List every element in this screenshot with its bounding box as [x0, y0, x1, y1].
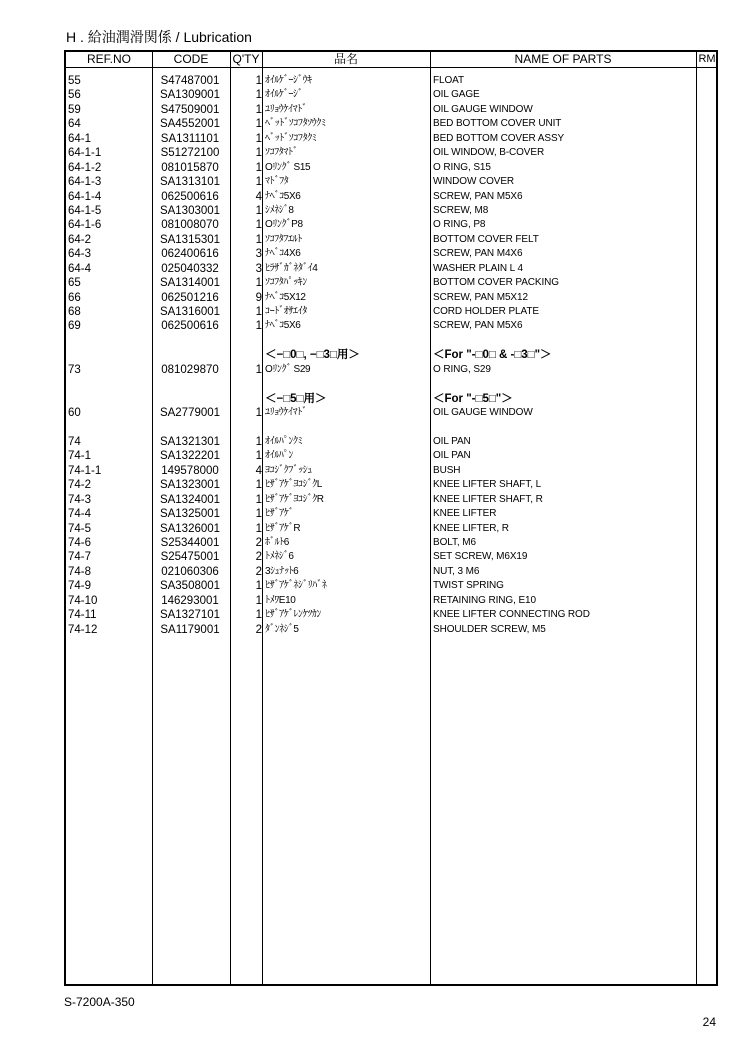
table-row	[66, 146, 716, 160]
code-cell: 021060306	[161, 565, 219, 578]
part-name-cell: KNEE LIFTER, R	[433, 522, 509, 534]
part-name-cell: RETAINING RING, E10	[433, 594, 536, 606]
code-cell: 062501216	[161, 291, 219, 304]
part-name-cell: OIL GAGE	[433, 89, 480, 101]
ref-no-cell	[68, 334, 152, 348]
code-cell: SA1325001	[159, 508, 221, 521]
part-name-cell: WINDOW COVER	[433, 176, 515, 188]
part-name-cell: BOTTOM COVER FELT	[433, 233, 539, 245]
table-row	[66, 218, 716, 232]
ref-no-cell: 73	[68, 363, 81, 376]
qty-cell	[230, 392, 262, 406]
page-title: H . 給油潤滑関係 / Lubrication	[66, 29, 252, 45]
ref-no-cell: 74-12	[68, 623, 98, 636]
qty-cell: 1	[255, 118, 262, 131]
table-row	[66, 449, 716, 463]
table-row	[66, 377, 716, 391]
part-name-cell: O RING, S15	[433, 161, 491, 173]
ref-no-cell	[68, 348, 152, 362]
qty-cell: 1	[255, 204, 262, 217]
ref-no-cell: 74-1	[68, 450, 92, 463]
code-cell: SA1314001	[159, 277, 221, 290]
ref-no-cell: 66	[68, 291, 81, 304]
qty-cell: 2	[255, 565, 262, 578]
qty-cell: 1	[255, 233, 262, 246]
jp-name-cell: ｿｺﾌﾀﾊﾟｯｷﾝ	[265, 277, 307, 289]
part-name-cell: CORD HOLDER PLATE	[433, 306, 539, 317]
jp-name-cell: ﾍﾞｯﾄﾞｿｺﾌﾀｸﾐ	[265, 132, 317, 144]
qty-cell: 1	[255, 508, 262, 521]
table-row	[66, 190, 716, 204]
table-header	[66, 52, 716, 68]
qty-cell: 2	[255, 537, 262, 549]
ref-no-cell: 64-1-1	[68, 147, 102, 160]
ref-no-cell: 65	[68, 277, 81, 290]
jp-name-cell: ｺｰﾄﾞｵｻｴｲﾀ	[265, 306, 307, 317]
table-body	[66, 74, 716, 637]
jp-name-cell: ﾋｻﾞｱｹﾞR	[265, 522, 301, 534]
part-name-cell: SCREW, PAN M5X6	[433, 320, 523, 332]
part-name-cell: KNEE LIFTER SHAFT, L	[433, 479, 542, 491]
code-cell: 062500616	[161, 320, 219, 333]
code-cell: S47487001	[160, 75, 220, 87]
qty-cell	[230, 421, 262, 435]
document-code: S-7200A-350	[64, 995, 135, 1009]
ref-no-cell: 74-9	[68, 580, 92, 593]
qty-cell: 1	[255, 75, 262, 87]
qty-cell: 1	[255, 522, 262, 535]
qty-cell: 1	[255, 435, 262, 448]
jp-name-cell: ﾋｻﾞｱｹﾞﾈｼﾞﾘﾊﾞﾈ	[265, 580, 327, 592]
table-row	[66, 579, 716, 593]
qty-cell: 1	[255, 277, 262, 290]
code-cell: 062400616	[161, 248, 219, 261]
code-cell: S25475001	[160, 551, 220, 564]
part-name-cell: SCREW, PAN M4X6	[433, 248, 523, 260]
jp-name-cell: ﾅﾍﾞｺ5X6	[265, 190, 301, 202]
part-name-cell: SHOULDER SCREW, M5	[433, 623, 546, 635]
code-cell: SA2779001	[159, 407, 221, 420]
table-row	[66, 421, 716, 435]
qty-cell: 1	[255, 147, 262, 160]
table-row	[66, 276, 716, 290]
part-name-cell: SCREW, M8	[433, 204, 489, 216]
qty-cell: 1	[255, 89, 262, 102]
table-row	[66, 291, 716, 305]
ref-no-cell: 74	[68, 435, 81, 448]
part-name-cell: SET SCREW, M6X19	[433, 551, 528, 563]
code-cell	[152, 421, 228, 435]
part-name-cell: OIL WINDOW, B-COVER	[433, 147, 545, 159]
code-cell: SA1322201	[159, 450, 221, 463]
ref-no-cell: 59	[68, 103, 81, 116]
ref-no-cell: 64-3	[68, 248, 92, 261]
part-name-cell: TWIST SPRING	[433, 580, 504, 592]
qty-cell	[230, 348, 262, 362]
jp-name-cell: 3ｼｭﾅｯﾄ6	[265, 565, 299, 577]
jp-name-cell: ﾅﾍﾞｺ5X6	[265, 320, 301, 332]
code-cell: 081008070	[161, 219, 219, 232]
jp-name-cell: ﾎﾞﾙﾄ6	[265, 537, 289, 548]
part-name-cell: KNEE LIFTER SHAFT, R	[433, 493, 543, 505]
jp-name-cell: ﾄﾒﾈｼﾞ6	[265, 551, 294, 563]
qty-cell: 1	[255, 219, 262, 232]
table-row	[66, 247, 716, 261]
table-row	[66, 493, 716, 507]
jp-name-cell: ｿｺﾌﾀﾌｴﾙﾄ	[265, 233, 302, 245]
table-row	[66, 565, 716, 579]
table-row	[66, 536, 716, 550]
header-code: CODE	[173, 52, 209, 66]
code-cell: 146293001	[161, 594, 219, 607]
ref-no-cell: 64	[68, 118, 81, 131]
part-name-cell: BED BOTTOM COVER UNIT	[433, 118, 562, 130]
qty-cell: 3	[255, 248, 262, 261]
table-row	[66, 117, 716, 131]
code-cell: 081029870	[161, 363, 219, 376]
part-name-cell: O RING, S29	[433, 363, 491, 375]
table-row	[66, 319, 716, 333]
ref-no-cell	[68, 421, 152, 435]
code-cell: SA1324001	[159, 493, 221, 506]
ref-no-cell: 74-11	[68, 609, 97, 622]
qty-cell: 1	[255, 609, 262, 622]
ref-no-cell: 74-4	[68, 508, 92, 521]
part-name-cell: FLOAT	[433, 75, 464, 86]
jp-name-cell	[265, 334, 430, 348]
code-cell: SA1309001	[159, 89, 221, 102]
part-name-cell: BED BOTTOM COVER ASSY	[433, 132, 565, 144]
code-cell: SA1323001	[159, 479, 221, 492]
table-row	[66, 88, 716, 102]
code-cell: S25344001	[160, 537, 220, 549]
jp-name-cell: OﾘﾝｸﾞP8	[265, 219, 303, 231]
jp-name-cell: ﾋｻﾞｱｹﾞ	[265, 508, 294, 520]
jp-name-cell: ﾋｻﾞｱｹﾞﾖｺｼﾞｸR	[265, 493, 324, 505]
jp-name-cell	[265, 377, 430, 391]
part-name-cell: OIL GAUGE WINDOW	[433, 103, 533, 115]
part-name-cell	[433, 421, 695, 435]
qty-cell: 1	[255, 320, 262, 333]
qty-cell: 1	[255, 176, 262, 189]
page-number: 24	[702, 1015, 716, 1029]
table-row	[66, 175, 716, 189]
code-cell: SA1327101	[159, 609, 221, 622]
qty-cell: 1	[255, 479, 262, 492]
jp-name-cell: ｵｲﾙﾊﾟﾝ	[265, 450, 294, 462]
part-name-cell: WASHER PLAIN L 4	[433, 262, 523, 274]
code-cell: SA1179001	[160, 623, 220, 636]
jp-name-cell: ﾍﾞｯﾄﾞｿｺﾌﾀｿｳｸﾐ	[265, 118, 326, 130]
code-cell	[152, 377, 228, 391]
header-jp-name: 品名	[333, 52, 358, 66]
header-rm: RM	[698, 53, 716, 65]
code-cell: 081015870	[161, 161, 219, 174]
table-row	[66, 435, 716, 449]
jp-name-cell: ﾕﾘｮｳｹｲﾏﾄﾞ	[265, 103, 307, 115]
jp-name-cell: ｵｲﾙｹﾞｰｼﾞｳｷ	[265, 75, 312, 86]
ref-no-cell: 68	[68, 306, 81, 318]
code-cell: S47509001	[160, 103, 220, 116]
qty-cell: 2	[255, 551, 262, 564]
jp-name-cell: ﾅﾍﾞｺ4X6	[265, 248, 301, 260]
qty-cell: 1	[255, 580, 262, 593]
jp-name-cell	[265, 421, 430, 435]
ref-no-cell: 64-4	[68, 262, 92, 275]
header-ref-no: REF.NO	[86, 52, 131, 66]
table-row	[66, 594, 716, 608]
code-cell: SA1316001	[159, 306, 221, 318]
code-cell: SA1313101	[159, 176, 221, 189]
qty-cell: 1	[255, 161, 262, 174]
code-cell: SA1326001	[159, 522, 221, 535]
table-row	[66, 161, 716, 175]
table-row	[66, 623, 716, 637]
table-row	[66, 406, 716, 420]
qty-cell: 1	[255, 594, 262, 607]
part-name-cell: SCREW, PAN M5X6	[433, 190, 523, 202]
table-row	[66, 262, 716, 276]
qty-cell	[230, 377, 262, 391]
ref-no-cell: 74-1-1	[68, 464, 102, 477]
jp-name-cell: ﾖｺｼﾞｸﾌﾞｯｼｭ	[265, 464, 312, 476]
jp-name-cell: ﾅﾍﾞｺ5X12	[265, 291, 306, 303]
part-name-cell	[433, 334, 695, 348]
part-name-cell: ＜For "-□5□"＞	[433, 392, 513, 405]
jp-name-cell: Oﾘﾝｸﾞ S15	[265, 161, 311, 173]
jp-name-cell: ﾏﾄﾞﾌﾀ	[265, 176, 289, 188]
table-row	[66, 363, 716, 377]
parts-table	[64, 50, 718, 986]
ref-no-cell: 64-1-2	[68, 161, 102, 174]
ref-no-cell	[68, 377, 152, 391]
qty-cell	[230, 334, 262, 348]
ref-no-cell: 74-2	[68, 479, 92, 492]
qty-cell: 1	[255, 132, 262, 145]
ref-no-cell: 74-10	[68, 594, 98, 607]
ref-no-cell: 64-1	[68, 132, 92, 145]
part-name-cell: ＜For "-□0□ & -□3□"＞	[433, 349, 552, 362]
ref-no-cell: 56	[68, 89, 81, 102]
table-row	[66, 464, 716, 478]
ref-no-cell: 74-7	[68, 551, 92, 564]
part-name-cell: BOTTOM COVER PACKING	[433, 277, 559, 289]
code-cell: SA1315301	[159, 233, 221, 246]
qty-cell: 1	[255, 493, 262, 506]
table-row	[66, 550, 716, 564]
code-cell: S51272100	[160, 147, 220, 160]
part-name-cell: BUSH	[433, 464, 461, 476]
ref-no-cell: 60	[68, 407, 81, 420]
part-name-cell: OIL PAN	[433, 435, 471, 447]
part-name-cell: OIL PAN	[433, 450, 471, 462]
code-cell	[152, 392, 228, 406]
jp-name-cell: ﾀﾞﾝﾈｼﾞ5	[265, 623, 299, 635]
part-name-cell: OIL GAUGE WINDOW	[433, 407, 533, 419]
qty-cell: 4	[255, 190, 262, 203]
table-row	[66, 204, 716, 218]
ref-no-cell	[68, 392, 152, 406]
table-row	[66, 608, 716, 622]
table-row	[66, 478, 716, 492]
code-cell: SA1321301	[159, 435, 221, 448]
code-cell: 149578000	[161, 464, 219, 477]
jp-name-cell: ﾋﾗｻﾞｶﾞﾈﾀﾞｲ4	[265, 262, 318, 274]
code-cell: SA3508001	[159, 580, 221, 593]
part-name-cell: KNEE LIFTER	[433, 508, 497, 520]
qty-cell: 1	[255, 363, 262, 376]
jp-name-cell: ﾋｻﾞｱｹﾞﾚﾝｹﾂｶﾝ	[265, 609, 322, 621]
jp-name-cell: ｿｺﾌﾀﾏﾄﾞ	[265, 147, 298, 159]
code-cell	[152, 334, 228, 348]
ref-no-cell: 64-1-3	[68, 176, 102, 189]
qty-cell: 4	[255, 464, 262, 477]
jp-name-cell: ＜−□5□用＞	[265, 392, 327, 405]
part-name-cell: NUT, 3 M6	[433, 565, 480, 577]
code-cell: SA1303001	[159, 204, 221, 217]
qty-cell: 1	[255, 450, 262, 463]
code-cell	[152, 348, 228, 362]
qty-cell: 1	[255, 407, 262, 420]
qty-cell: 2	[255, 623, 262, 636]
header-name-of-parts: NAME OF PARTS	[514, 52, 612, 66]
jp-name-cell: ﾕﾘｮｳｹｲﾏﾄﾞ	[265, 407, 307, 419]
table-row	[66, 522, 716, 536]
qty-cell: 3	[255, 262, 262, 275]
qty-cell: 9	[255, 291, 262, 304]
ref-no-cell: 74-3	[68, 493, 92, 506]
jp-name-cell: ｵｲﾙﾊﾟﾝｸﾐ	[265, 435, 303, 447]
part-name-cell: SCREW, PAN M5X12	[433, 291, 528, 303]
table-row	[66, 132, 716, 146]
section-heading-row	[66, 348, 716, 362]
table-row	[66, 305, 716, 319]
ref-no-cell: 55	[68, 75, 81, 87]
table-row	[66, 507, 716, 521]
table-row	[66, 74, 716, 88]
ref-no-cell: 74-8	[68, 565, 92, 578]
table-row	[66, 334, 716, 348]
table-row	[66, 103, 716, 117]
code-cell: 025040332	[161, 262, 219, 275]
jp-name-cell: ﾄﾒﾜE10	[265, 594, 296, 606]
part-name-cell	[433, 377, 695, 391]
part-name-cell: O RING, P8	[433, 219, 486, 231]
header-qty: Q'TY	[232, 52, 260, 66]
ref-no-cell: 64-2	[68, 233, 92, 246]
jp-name-cell: ﾋｻﾞｱｹﾞﾖｺｼﾞｸL	[265, 479, 322, 491]
qty-cell: 1	[255, 306, 262, 318]
code-cell: SA1311101	[160, 132, 220, 145]
code-cell: SA4552001	[159, 118, 221, 131]
jp-name-cell: ｵｲﾙｹﾞｰｼﾞ	[265, 89, 303, 101]
ref-no-cell: 64-1-4	[68, 190, 102, 203]
part-name-cell: KNEE LIFTER CONNECTING ROD	[433, 609, 590, 621]
table-row	[66, 233, 716, 247]
section-heading-row	[66, 392, 716, 406]
ref-no-cell: 69	[68, 320, 81, 333]
jp-name-cell: Oﾘﾝｸﾞ S29	[265, 363, 311, 375]
jp-name-cell: ｼﾒﾈｼﾞ8	[265, 204, 294, 216]
code-cell: 062500616	[161, 190, 219, 203]
ref-no-cell: 64-1-5	[68, 204, 102, 217]
qty-cell: 1	[255, 103, 262, 116]
ref-no-cell: 74-6	[68, 537, 92, 549]
part-name-cell: BOLT, M6	[433, 537, 476, 548]
jp-name-cell: ＜−□0□, −□3□用＞	[265, 349, 360, 362]
ref-no-cell: 64-1-6	[68, 219, 102, 232]
ref-no-cell: 74-5	[68, 522, 92, 535]
